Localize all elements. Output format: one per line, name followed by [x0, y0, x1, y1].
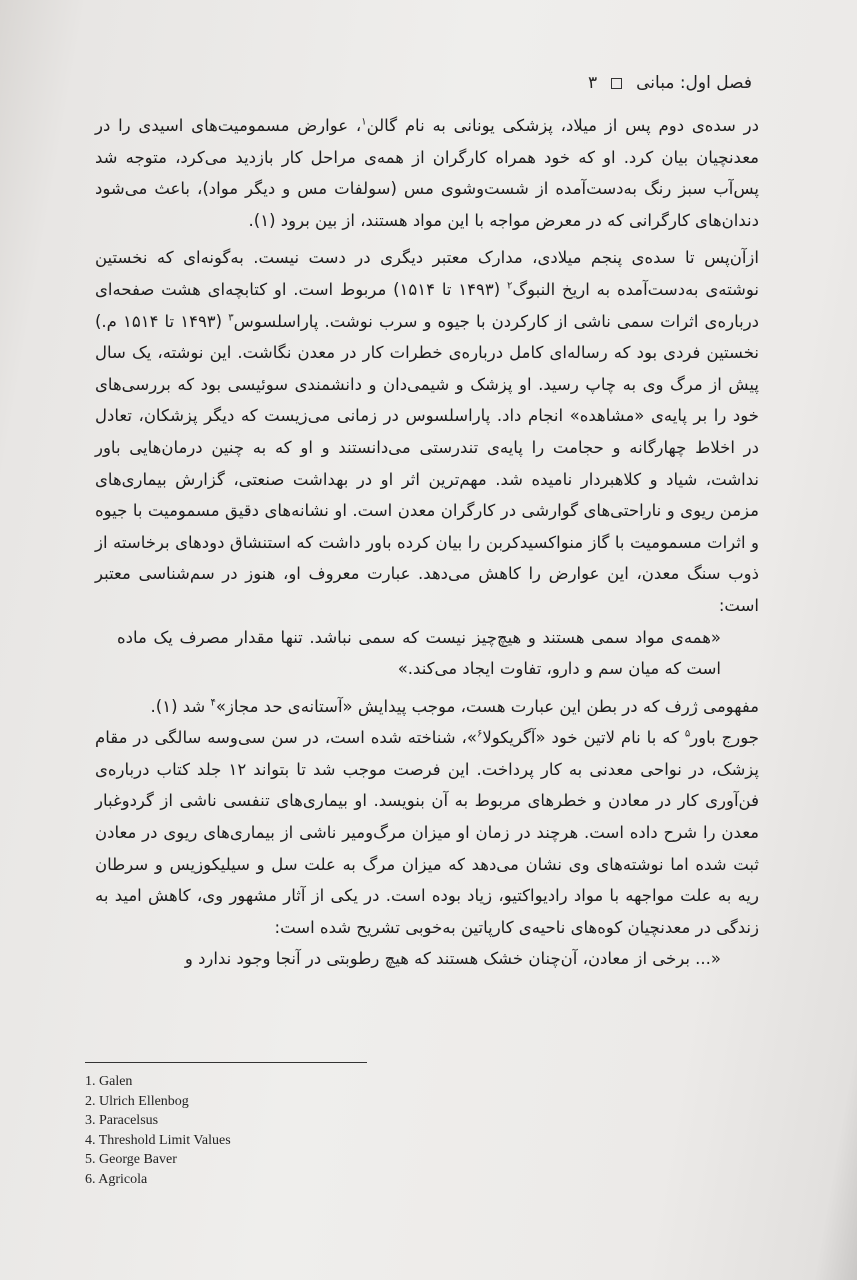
footnote-ref: ۵	[684, 728, 691, 740]
footnotes	[85, 1072, 231, 1190]
text-run: ، عوارض مسمومیت‌های اسیدی را در معدنچیان بیان کرد. او که خود همراه کارگران از همه‌ی مراحل کار بازدید می‌کرد، متوجه شد پس‌آب سبز رنگ به‌دست‌آمده از شست‌وشوی مس (سولفات مس و دیگر مواد)، باعث می‌شود دندان‌های کارگرانی که در معرض مواجه با این مواد هستند، از بین برود (۱).	[95, 116, 759, 230]
text-run: در سده‌ی دوم پس از میلاد، پزشکی یونانی به نام گالن	[366, 116, 759, 135]
footnote-ref: ۶	[476, 728, 483, 740]
text-run: جورج باور	[690, 728, 759, 748]
paragraph-paracelsus	[95, 242, 759, 621]
main-text	[95, 110, 759, 975]
text-run: »، شناخته شده است، در سن سی‌وسه سالگی در مقام پزشک، در نواحی معدنی به کار پرداخت. این فرصت موجب شد تا بتواند ۱۲ جلد کتاب درباره‌ی فن‌آوری کار در معادن و خطرهای مربوط به آن بنویسد. او بیماری‌های تنفسی ناشی از گردوغبار معدن را شرح داده است. هرچند در زمان او میزان مرگ‌ومیر ناشی از بیماری‌های ریوی در معادن ثبت شده اما نوشته‌های وی نشان می‌دهد که میزان مرگ به علت سل و سیلیکوزیس و سرطان ریه به علت مواجهه با مواد رادیواکتیو، زیاد بوده است. در یکی از آثار مشهور وی، کاهش امید به زندگی در معدنچیان کوه‌های ناحیه‌ی کارپاتین به‌خوبی تشریح شده است:	[95, 728, 759, 937]
footnote-item: 6. Agricola	[85, 1171, 148, 1187]
footnote-item: 2. Ulrich Ellenbog	[85, 1093, 189, 1109]
page-number: ۳	[587, 73, 598, 93]
text-run: ازآن‌پس تا سده‌ی پنجم میلادی، مدارک معتبر دیگری در دست نیست. به‌گونه‌ای که نخستین نوشته‌ی به‌دست‌آمده به اریخ النبوگ	[95, 248, 759, 299]
footnote-item: 5. George Baver	[85, 1152, 177, 1168]
footnote-item: 4. Threshold Limit Values	[85, 1132, 231, 1148]
text-run: (۱۴۹۳ تا ۱۵۱۴) مربوط است. او کتابچه‌ای هشت صفحه‌ای درباره‌ی اثرات سمی ناشی از کارکردن با جیوه و سرب نوشت. پاراسلسوس	[95, 279, 760, 331]
chapter-title: فصل اول: مبانی	[636, 73, 752, 93]
block-quote: «همه‌ی مواد سمی هستند و هیچ‌چیز نیست که سمی نباشد. تنها مقدار مصرف یک ماده است که میان سم و دارو، تفاوت ایجاد می‌کند.»	[117, 627, 721, 679]
footnote-ref: ۱	[361, 116, 367, 128]
text-run: که با نام لاتین خود «آگریکولا	[482, 728, 685, 748]
text-run: شد (۱).	[150, 696, 211, 716]
block-quote-continued: «... برخی از معادن، آن‌چنان خشک هستند که هیچ رطوبتی در آنجا وجود ندارد و	[184, 949, 721, 969]
footnote-ref: ۴	[210, 697, 216, 709]
text-run: (۱۴۹۳ تا ۱۵۱۴ م.) نخستین فردی بود که رساله‌ای کامل درباره‌ی خطرات کار در معدن نگاشت. این نوشته، یک سال پیش از مرگ وی به چاپ رسید. او پزشک و شیمی‌دان و دانشمندی سوئیسی بود که بررسی‌های خود را بر پایه‌ی «مشاهده» انجام داد. پاراسلسوس در زمانی می‌زیست که دیگر پزشکان، تعادل در اخلاط چهارگانه و حجامت را پایه‌ی تندرستی می‌دانستند و او که به چنین درمان‌هایی باور نداشت، شیاد و کلاهبردار نامیده شد. مهم‌ترین اثر او در بهداشت صنعتی، گزارش بیماری‌های مزمن ریوی و ناراحتی‌های گوارشی در کارگران معدن است. او نشانه‌های دقیق مسمومیت با جیوه و اثرات مسمومیت با گاز منواکسیدکربن را بیان کرده باور داشت که استنشاق دودهای برخاسته از ذوب سنگ معدن، این عوارض را کاهش می‌دهد. عبارت معروف او، هنوز در سم‌شناسی معتبر است:	[95, 311, 759, 615]
paragraph-galen	[95, 110, 759, 236]
footnote-divider	[85, 1062, 367, 1063]
footnote-item: 1. Galen	[85, 1074, 133, 1089]
paragraph-threshold	[95, 691, 759, 723]
footnote-item: 3. Paracelsus	[85, 1113, 159, 1129]
footnote-ref: ۲	[507, 280, 513, 292]
running-header	[95, 68, 752, 98]
paragraph-agricola	[95, 722, 759, 943]
square-ornament-icon	[611, 78, 622, 89]
footnote-ref: ۳	[228, 312, 234, 324]
text-run: مفهومی ژرف که در بطن این عبارت هست، موجب پیدایش «آستانه‌ی حد مجاز»	[215, 696, 759, 716]
